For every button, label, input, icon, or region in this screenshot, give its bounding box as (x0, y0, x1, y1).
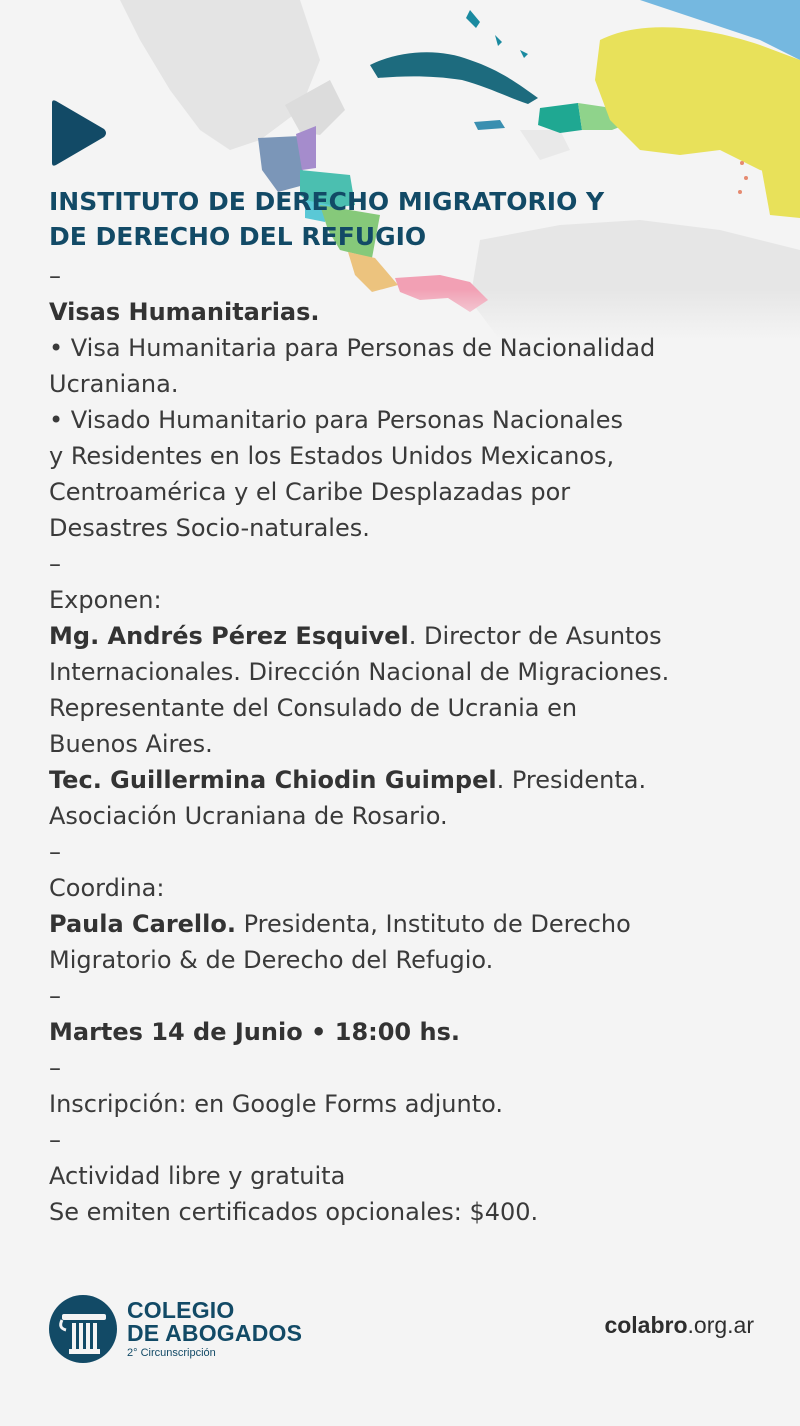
separator: – (49, 262, 61, 290)
speaker-2-line-2: Asociación Ucraniana de Rosario. (49, 802, 448, 830)
page-title (49, 184, 779, 254)
topic-item-1-line-1: • Visa Humanitaria para Personas de Nacionalidad (49, 334, 656, 362)
speaker-2-name: Tec. Guillermina Chiodin Guimpel (49, 766, 497, 794)
website-tld: .org.ar (687, 1312, 754, 1338)
speakers-label: Exponen: (49, 586, 162, 614)
coordinator-role: Presidenta, Instituto de Derecho (235, 910, 631, 938)
logo-line-3: 2° Circunscripción (127, 1347, 216, 1359)
logo-wordmark (127, 1299, 302, 1360)
separator: – (49, 1054, 61, 1082)
topic-item-2-line-4: Desastres Socio-naturales. (49, 514, 370, 542)
topic-item-2-line-1: • Visado Humanitario para Personas Nacionales (49, 406, 623, 434)
speaker-1-line-2: Internacionales. Dirección Nacional de Migraciones. (49, 658, 670, 686)
separator: – (49, 982, 61, 1010)
separator: – (49, 838, 61, 866)
speaker-1-line-4: Buenos Aires. (49, 730, 213, 758)
speaker-2-role: . Presidenta. (496, 766, 647, 794)
registration-info: Inscripción: en Google Forms adjunto. (49, 1090, 504, 1118)
footer (48, 1294, 758, 1366)
certificates-note: Se emiten certificados opcionales: $400. (49, 1198, 539, 1226)
speaker-1-name: Mg. Andrés Pérez Esquivel (49, 622, 409, 650)
coordinator-label: Coordina: (49, 874, 165, 902)
event-description (49, 184, 779, 1230)
column-logo-icon (48, 1294, 118, 1364)
logo-line-2: DE ABOGADOS (127, 1320, 303, 1346)
play-triangle-icon (48, 99, 108, 167)
event-datetime-text: Martes 14 de Junio • 18:00 hs. (49, 1018, 460, 1046)
separator: – (49, 550, 61, 578)
speaker-1-role: . Director de Asuntos (408, 622, 662, 650)
speaker-1-line-1 (49, 618, 779, 654)
logo-line-1: COLEGIO (127, 1297, 235, 1323)
website-domain: colabro (604, 1312, 688, 1338)
speaker-1-line-3: Representante del Consulado de Ucrania en (49, 694, 578, 722)
website-link[interactable] (604, 1312, 754, 1339)
separator: – (49, 1126, 61, 1154)
title-line-2: DE DERECHO DEL REFUGIO (49, 222, 427, 251)
topic-heading-text: Visas Humanitarias. (49, 298, 320, 326)
coordinator-name: Paula Carello. (49, 910, 236, 938)
title-line-1: INSTITUTO DE DERECHO MIGRATORIO Y (49, 187, 605, 216)
coordinator-line-2: Migratorio & de Derecho del Refugio. (49, 946, 494, 974)
topic-item-1-line-2: Ucraniana. (49, 370, 179, 398)
event-datetime (49, 1014, 779, 1050)
topic-item-2-line-3: Centroamérica y el Caribe Desplazadas por (49, 478, 571, 506)
topic-heading (49, 294, 779, 330)
coordinator-line-1 (49, 906, 779, 942)
free-activity-note: Actividad libre y gratuita (49, 1162, 346, 1190)
topic-item-2-line-2: y Residentes en los Estados Unidos Mexicanos, (49, 442, 615, 470)
speaker-2-line-1 (49, 762, 779, 798)
